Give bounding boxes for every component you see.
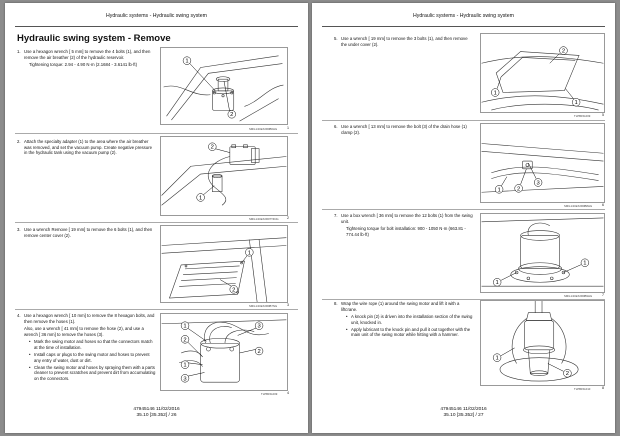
header-rule [15, 26, 298, 27]
step-text: Use a wrench [ 13 mm] to remove the bolt (3) of the drain hose (1) clamp (2). [341, 124, 467, 135]
figure-caption: TLPB15L009 [261, 392, 278, 396]
tightening-torque: Tightening torque for bolt installation: 900 - 1050 N·m (663.81 - 774.44 lb·ft) [346, 226, 466, 237]
step-2 [17, 139, 155, 156]
callout-1: 1 [495, 355, 499, 362]
callout-1: 1 [185, 58, 189, 65]
step-divider [322, 209, 605, 210]
callout-1b: 1 [583, 260, 587, 267]
figure-6-drawing [481, 124, 604, 202]
section-title: Hydraulic swing system - Remove [17, 33, 171, 44]
bullet-list [346, 314, 474, 338]
figure-7-drawing [481, 214, 604, 292]
callout-2: 2 [183, 337, 187, 344]
figure-8-drawing [481, 301, 604, 385]
callout-1: 1 [247, 250, 251, 257]
figure-caption: SMIL14CEX2R0B7NG [249, 304, 278, 308]
step-8 [334, 301, 474, 340]
callout-3: 3 [536, 180, 540, 187]
step-number: 7. [334, 213, 338, 218]
footer-page-number: 35.10 [35.352] / 26 [136, 413, 177, 418]
figure-4 [160, 313, 288, 391]
step-number: 8. [334, 301, 338, 306]
figure-4-drawing [161, 314, 287, 390]
page-footer [312, 407, 615, 419]
figure-2-drawing [161, 137, 287, 215]
callout-2: 2 [210, 144, 214, 151]
callout-2b: 2 [257, 348, 261, 355]
page-footer [5, 407, 308, 419]
step-text: Use a wrench [ 19 mm] to remove the 3 bolts (1), and then remove the under cover (2). [341, 36, 468, 47]
step-4 [17, 313, 157, 383]
page-header: Hydraulic systems - Hydraulic swing system [106, 13, 207, 19]
footer-page-number: 35.10 [35.352] / 27 [443, 413, 484, 418]
figure-number: 5 [602, 113, 604, 117]
callout-1b: 1 [574, 100, 578, 107]
step-text: Use a hexagon wrench [ 10 mm] to remove the 8 hexagon bolts, and then remove the hoses (1). [24, 313, 155, 324]
callout-1b: 1 [183, 362, 187, 369]
figure-caption: TLPB15L009 [574, 114, 591, 118]
right-page [312, 3, 615, 433]
step-number: 6. [334, 124, 338, 129]
bullet-item: • Install caps or plugs to the swing motor and hoses to prevent any entry of water, dust or dirt. [29, 352, 157, 363]
step-text: Use a wrench Remove [ 19 mm] to remove the 6 bolts (1), and then remove center cover (2). [24, 227, 153, 238]
figure-number: 2 [287, 216, 289, 220]
figure-caption: SMIL14CEX2R0B8HG [564, 204, 593, 208]
callout-1: 1 [493, 90, 497, 97]
step-paragraph: Also, use a wrench [ 41 mm] to remove the hose (2), and use a wrench [ 36 mm] to remove the hoses (3). [24, 326, 144, 337]
step-text: Use a hexagon wrench [ 5 mm] to remove the 4 bolts (1), and then remove the air breather (2) of the hydraulic reservoir. [24, 49, 151, 60]
step-7 [334, 213, 474, 237]
figure-number: 1 [287, 126, 289, 130]
callout-2: 2 [561, 48, 566, 55]
step-number: 4. [17, 313, 21, 318]
figure-caption: SMIL14CEX2R07T4NG [249, 217, 279, 221]
figure-number: 4 [287, 391, 289, 395]
page-header: Hydraulic systems - Hydraulic swing system [413, 13, 514, 19]
step-text: Use a box wrench [ 36 mm] to remove the 12 bolts (1) from the swing unit. [341, 213, 473, 224]
callout-2: 2 [232, 287, 236, 294]
bullet-item: • Clean the swing motor and hoses by spraying them with a parts cleaner to prevent scratches and prevent dirt from accumulating on the connectors. [29, 365, 157, 382]
figure-5-drawing [481, 34, 604, 112]
figure-caption: TLPB15L010 [574, 387, 591, 391]
bullet-item: • Apply lubricant to the knock pin and pull it out together with the main unit of the swing motor while hitting with a hammer. [346, 327, 474, 338]
figure-number: 7 [602, 293, 604, 297]
bullet-list [29, 339, 157, 381]
callout-3: 3 [257, 323, 261, 330]
step-number: 2. [17, 139, 21, 144]
callout-1: 1 [183, 323, 187, 330]
figure-5 [480, 33, 605, 113]
step-divider [15, 222, 298, 223]
header-rule [322, 26, 605, 27]
figure-caption: SMIL14CEX2R0B6HG [249, 127, 278, 131]
callout-2: 2 [565, 371, 570, 378]
step-3 [17, 227, 155, 238]
figure-caption: SMIL14CEX2R0B9HG [564, 294, 593, 298]
step-number: 5. [334, 36, 338, 41]
figure-3-drawing [161, 226, 287, 302]
step-divider [15, 309, 298, 310]
figure-number: 3 [287, 303, 289, 307]
figure-number: 6 [602, 203, 604, 207]
footer-document-id: 47945146 11/02/2016 [440, 407, 487, 412]
bullet-item: • Mark the swing motor and hoses so that the connectors match at the time of installation. [29, 339, 157, 350]
callout-1: 1 [495, 280, 499, 287]
figure-1 [160, 47, 288, 125]
tightening-torque: Tightening torque: 2.94 - 4.90 N·m (2.1684 - 3.6141 lb·ft) [29, 62, 138, 68]
figure-8 [480, 300, 605, 386]
step-divider [15, 133, 298, 134]
callout-2: 2 [230, 112, 234, 119]
bullet-item: • A knock pin (2) is driven into the installation section of the swing unit, knocked in. [346, 314, 474, 325]
callout-1: 1 [497, 187, 501, 194]
step-number: 1. [17, 49, 21, 54]
callout-3b: 3 [183, 376, 187, 383]
step-6 [334, 124, 474, 135]
callout-2: 2 [516, 186, 521, 193]
step-number: 3. [17, 227, 21, 232]
figure-3 [160, 225, 288, 303]
step-divider [322, 120, 605, 121]
step-1 [17, 49, 152, 68]
left-page [5, 3, 308, 433]
figure-6 [480, 123, 605, 203]
footer-document-id: 47945146 11/02/2016 [133, 407, 180, 412]
figure-7 [480, 213, 605, 293]
step-text: Attach the specialty adapter (1) to the area where the air breather was removed, and set the vacuum pump. Create negative pressure in the hydraulic tank using the vacuum pump (2). [24, 139, 153, 156]
step-text: Wrap the wire rope (1) around the swing motor and lift it with a liftcrane. [341, 301, 460, 312]
figure-number: 8 [602, 386, 604, 390]
callout-1: 1 [198, 195, 203, 202]
figure-2 [160, 136, 288, 216]
step-5 [334, 36, 469, 47]
figure-1-drawing [161, 48, 287, 124]
